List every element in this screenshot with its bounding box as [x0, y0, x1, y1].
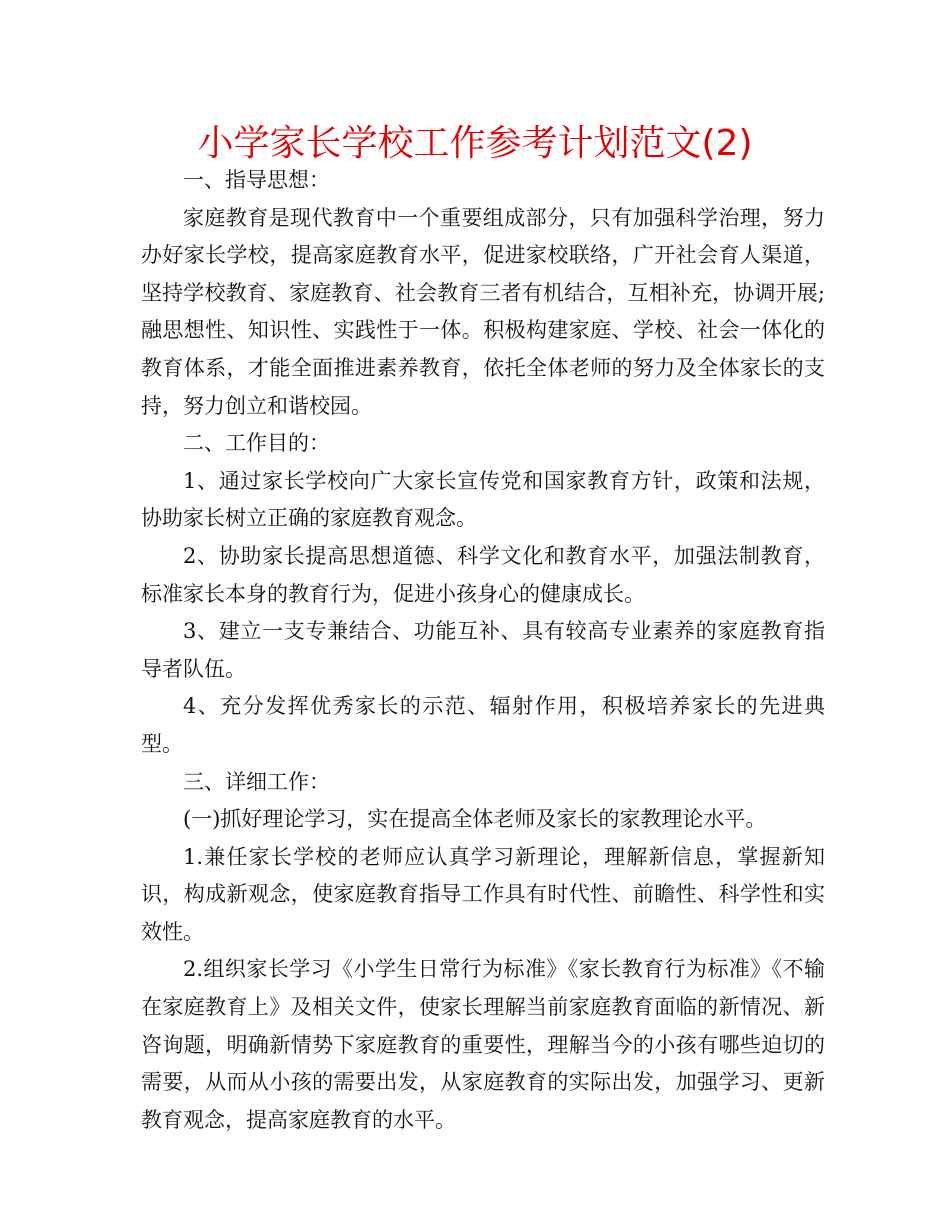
paragraph-goal-4: 4、充分发挥优秀家长的示范、辐射作用，积极培养家长的先进典型。 [141, 694, 825, 756]
paragraph-goal-1: 1、通过家长学校向广大家长宣传党和国家教育方针，政策和法规，协助家长树立正确的家庭教育观念。 [141, 468, 825, 531]
section-heading-detailed-work: 三、详细工作： [183, 769, 330, 794]
section-heading-guiding-ideology: 一、指导思想： [183, 168, 330, 192]
paragraph-goal-2: 2、协助家长提高思想道德、科学文化和教育水平，加强法制教育，标准家长本身的教育行为，促进小孩身心的健康成长。 [141, 543, 825, 606]
paragraph-goal-3: 3、建立一支专兼结合、功能互补、具有较高专业素养的家庭教育指导者队伍。 [141, 619, 825, 681]
paragraph-guiding-ideology: 家庭教育是现代教育中一个重要组成部分，只有加强科学治理，努力办好家长学校，提高家庭教育水平，促进家校联络，广开社会育人渠道，坚持学校教育、家庭教育、社会教育三者有机结合，互相补充，协调开展;融思想性、知识性、实践性于一体。积极构建家庭、学校、社会一体化的教育体系，才能全面推进素养教育，依托全体老师的努力及全体家长的支持，努力创立和谐校园。 [141, 205, 825, 418]
subsection-heading-theory-study: (一)抓好理论学习，实在提高全体老师及家长的家教理论水平。 [183, 807, 767, 832]
document-title: 小学家长学校工作参考计划范文(2) [197, 123, 753, 164]
paragraph-work-item-1: 1.兼任家长学校的老师应认真学习新理论，理解新信息，掌握新知识，构成新观念，使家庭教育指导工作具有时代性、前瞻性、科学性和实效性。 [141, 844, 825, 944]
paragraph-work-item-2: 2.组织家长学习《小学生日常行为标准》《家长教育行为标准》《不输在家庭教育上》及相关文件，使家长理解当前家庭教育面临的新情况、新咨询题，明确新情势下家庭教育的重要性，理解当今的小孩有哪些迫切的需要，从而从小孩的需要出发，从家庭教育的实际出发，加强学习、更新教育观念，提高家庭教育的水平。 [141, 957, 825, 1132]
document-body [141, 162, 825, 1139]
section-heading-work-goals: 二、工作目的： [183, 431, 330, 456]
